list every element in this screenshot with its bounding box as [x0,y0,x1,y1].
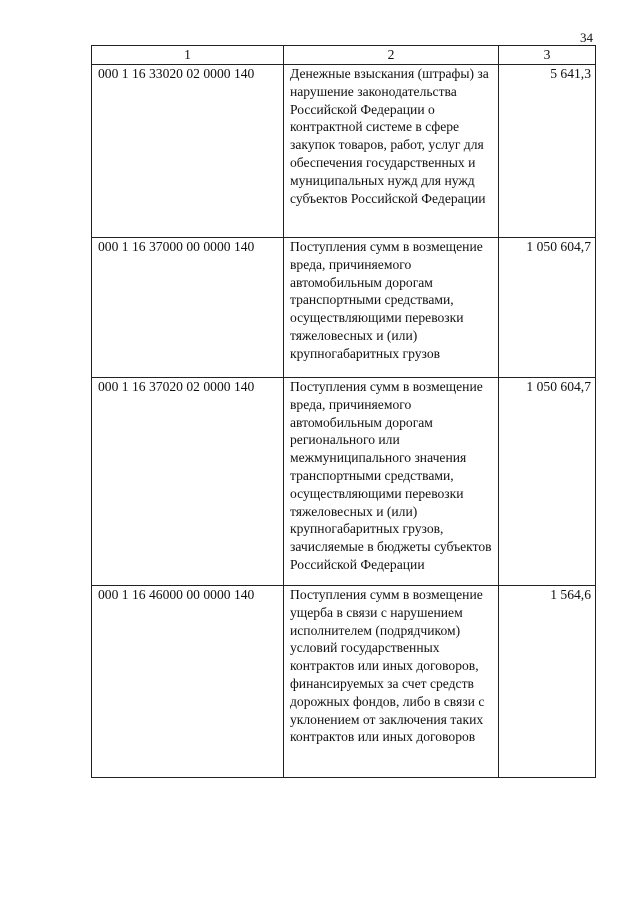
budget-code: 000 1 16 37000 00 0000 140 [92,238,284,378]
revenue-table [91,45,596,778]
revenue-description: Поступления сумм в возмещение вреда, причиняемого автомобильным дорогам транспортными средствами, осуществляющими перевозки тяжеловесных и (или) крупногабаритных грузов [284,238,499,378]
amount: 1 050 604,7 [499,378,596,586]
table-row [92,65,596,238]
table-row [92,586,596,778]
revenue-description: Поступления сумм в возмещение вреда, причиняемого автомобильным дорогам регионального или межмуниципального значения транспортными средствами, осуществляющими перевозки тяжеловесных и (или) крупногабаритных грузов, зачисляемые в бюджеты субъектов Российской Федерации [284,378,499,586]
amount: 1 564,6 [499,586,596,778]
column-header-1: 1 [92,46,284,65]
table-row [92,238,596,378]
amount: 5 641,3 [499,65,596,238]
revenue-description: Поступления сумм в возмещение ущерба в связи с нарушением исполнителем (подрядчиком) условий государственных контрактов или иных договоров, финансируемых за счет средств дорожных фондов, либо в связи с уклонением от заключения таких контрактов или иных договоров [284,586,499,778]
column-header-3: 3 [499,46,596,65]
column-header-2: 2 [284,46,499,65]
page-number: 34 [580,30,593,45]
table-row [92,378,596,586]
budget-code: 000 1 16 37020 02 0000 140 [92,378,284,586]
revenue-description: Денежные взыскания (штрафы) за нарушение законодательства Российской Федерации о контрактной системе в сфере закупок товаров, работ, услуг для обеспечения государственных и муниципальных нужд для нужд субъектов Российской Федерации [284,65,499,238]
budget-code: 000 1 16 33020 02 0000 140 [92,65,284,238]
amount: 1 050 604,7 [499,238,596,378]
budget-code: 000 1 16 46000 00 0000 140 [92,586,284,778]
table-header-row [92,46,596,65]
